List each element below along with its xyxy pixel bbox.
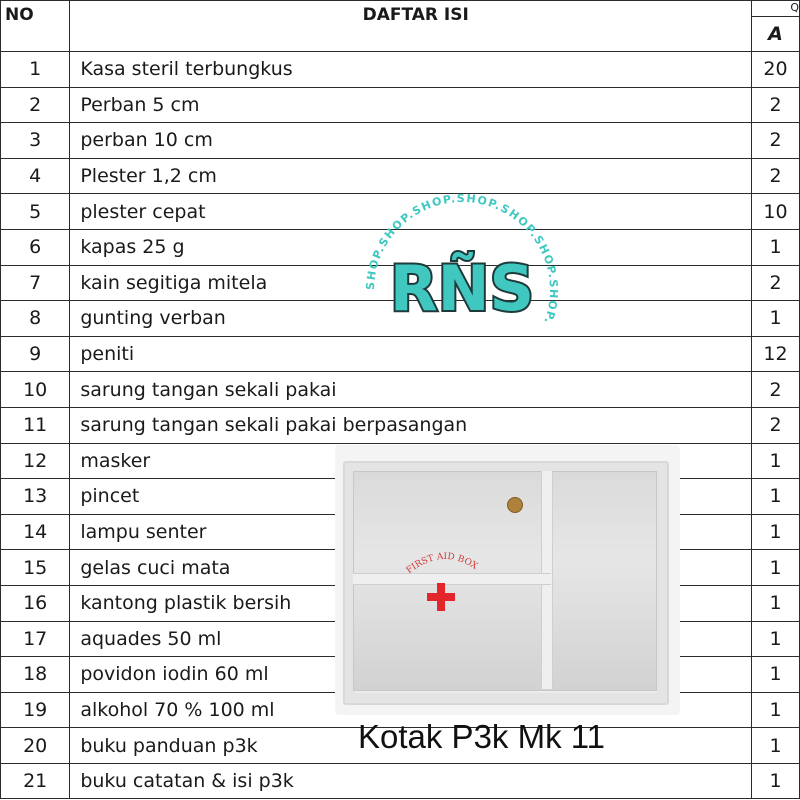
row-number: 6 <box>1 229 70 265</box>
row-number: 1 <box>1 52 70 88</box>
table-row <box>1 372 800 408</box>
row-number: 5 <box>1 194 70 230</box>
first-aid-box-photo <box>335 445 680 715</box>
row-quantity: 1 <box>752 657 800 693</box>
header-no: NO <box>1 1 70 52</box>
table-row <box>1 229 800 265</box>
row-item: Kasa steril terbungkus <box>70 52 752 88</box>
row-item: povidon iodin 60 ml <box>70 657 752 693</box>
table-row <box>1 194 800 230</box>
row-number: 20 <box>1 728 70 764</box>
row-number: 15 <box>1 550 70 586</box>
row-quantity: 1 <box>752 550 800 586</box>
header-title: DAFTAR ISI <box>70 1 752 52</box>
header-qty: A <box>752 16 800 51</box>
row-quantity: 1 <box>752 585 800 621</box>
row-number: 2 <box>1 87 70 123</box>
row-item: buku panduan p3k <box>70 728 752 764</box>
row-quantity: 20 <box>752 52 800 88</box>
svg-text:FIRST AID BOX: FIRST AID BOX <box>404 551 480 576</box>
row-item: gunting verban <box>70 301 752 337</box>
row-quantity: 1 <box>752 443 800 479</box>
row-item: Perban 5 cm <box>70 87 752 123</box>
row-number: 18 <box>1 657 70 693</box>
row-quantity: 10 <box>752 194 800 230</box>
row-item: lampu senter <box>70 514 752 550</box>
row-quantity: 1 <box>752 301 800 337</box>
row-item: sarung tangan sekali pakai <box>70 372 752 408</box>
row-number: 13 <box>1 479 70 515</box>
row-item: kain segitiga mitela <box>70 265 752 301</box>
row-item: plester cepat <box>70 194 752 230</box>
row-number: 17 <box>1 621 70 657</box>
row-item: perban 10 cm <box>70 123 752 159</box>
table-row <box>1 265 800 301</box>
table-row <box>1 123 800 159</box>
row-item: alkohol 70 % 100 ml <box>70 692 752 728</box>
table-row <box>1 158 800 194</box>
red-cross-icon-bar <box>427 593 455 601</box>
row-quantity: 1 <box>752 514 800 550</box>
row-number: 3 <box>1 123 70 159</box>
row-item: pincet <box>70 479 752 515</box>
row-quantity: 2 <box>752 265 800 301</box>
first-aid-label-arc <box>395 537 495 583</box>
svg-text:SHOP.SHOP.SHOP.SHOP.SHOP.SHOP.: SHOP.SHOP.SHOP.SHOP.SHOP.SHOP.SHOP. <box>363 191 561 327</box>
row-quantity: 12 <box>752 336 800 372</box>
table-row <box>1 407 800 443</box>
row-item: sarung tangan sekali pakai berpasangan <box>70 407 752 443</box>
row-item: aquades 50 ml <box>70 621 752 657</box>
row-number: 10 <box>1 372 70 408</box>
row-number: 14 <box>1 514 70 550</box>
row-number: 19 <box>1 692 70 728</box>
row-quantity: 2 <box>752 87 800 123</box>
row-item: kapas 25 g <box>70 229 752 265</box>
row-quantity: 1 <box>752 728 800 764</box>
row-quantity: 2 <box>752 407 800 443</box>
table-row <box>1 87 800 123</box>
row-item: masker <box>70 443 752 479</box>
row-number: 21 <box>1 763 70 799</box>
header-qty-top: Q <box>752 1 800 17</box>
row-number: 9 <box>1 336 70 372</box>
row-item: buku catatan & isi p3k <box>70 763 752 799</box>
row-item: peniti <box>70 336 752 372</box>
lock-icon <box>507 497 523 513</box>
table-row <box>1 336 800 372</box>
row-item: gelas cuci mata <box>70 550 752 586</box>
row-item: kantong plastik bersih <box>70 585 752 621</box>
table-header-row <box>1 1 800 17</box>
row-number: 16 <box>1 585 70 621</box>
svg-text:RÑS: RÑS <box>389 252 535 325</box>
row-quantity: 1 <box>752 763 800 799</box>
row-number: 7 <box>1 265 70 301</box>
row-number: 12 <box>1 443 70 479</box>
table-row <box>1 301 800 337</box>
row-quantity: 1 <box>752 479 800 515</box>
table-row <box>1 763 800 799</box>
row-quantity: 2 <box>752 158 800 194</box>
row-number: 11 <box>1 407 70 443</box>
row-number: 8 <box>1 301 70 337</box>
row-item: Plester 1,2 cm <box>70 158 752 194</box>
row-quantity: 2 <box>752 372 800 408</box>
row-quantity: 1 <box>752 229 800 265</box>
row-quantity: 2 <box>752 123 800 159</box>
row-quantity: 1 <box>752 621 800 657</box>
table-row <box>1 52 800 88</box>
row-quantity: 1 <box>752 692 800 728</box>
row-number: 4 <box>1 158 70 194</box>
product-caption: Kotak P3k Mk 11 <box>358 718 606 755</box>
